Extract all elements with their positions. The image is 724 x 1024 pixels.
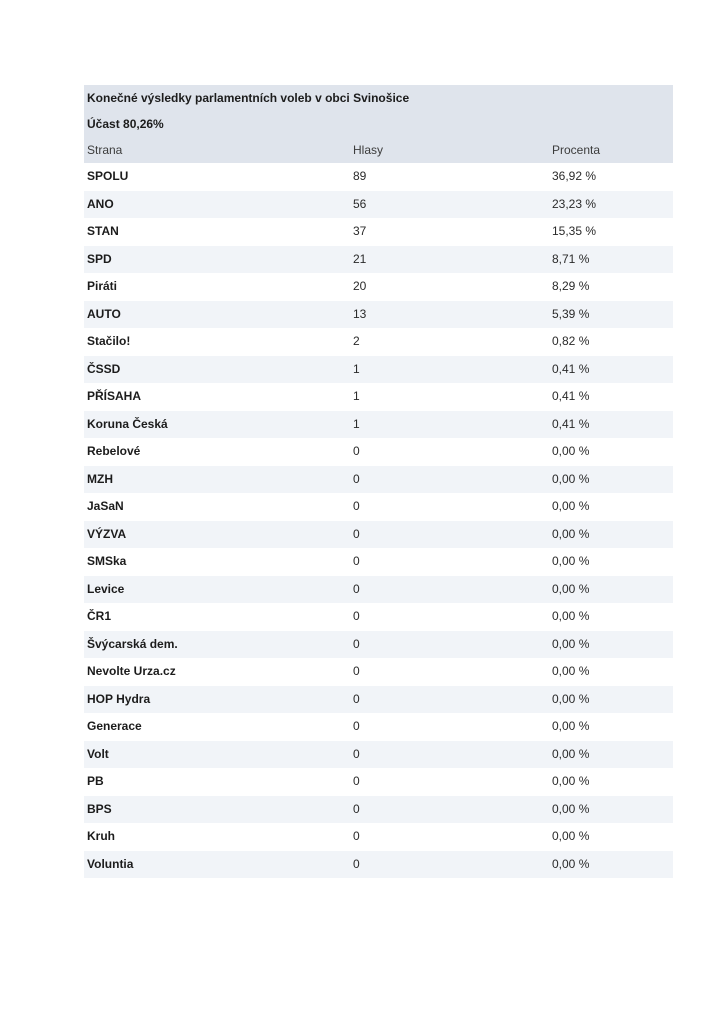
- percent-cell: 36,92 %: [552, 169, 597, 183]
- party-name-cell: ANO: [87, 196, 114, 211]
- percent-cell: 0,00 %: [552, 636, 590, 651]
- percent-cell: 0,00 %: [552, 664, 590, 678]
- table-row: [84, 493, 673, 521]
- votes-cell: 1: [353, 416, 360, 431]
- votes-cell: 0: [353, 746, 360, 761]
- votes-cell: 89: [353, 169, 367, 183]
- column-header-procenta: Procenta: [552, 143, 601, 157]
- party-name-cell: SPOLU: [87, 169, 129, 183]
- percent-cell: 0,00 %: [552, 554, 590, 568]
- party-name-cell: STAN: [87, 224, 119, 238]
- percent-cell: 0,00 %: [552, 856, 590, 871]
- column-header-hlasy: Hlasy: [353, 143, 384, 157]
- party-name-cell: BPS: [87, 801, 112, 816]
- votes-cell: 0: [353, 856, 360, 871]
- table-row: [84, 273, 673, 301]
- votes-cell: 0: [353, 774, 360, 788]
- column-headers-row: [84, 137, 673, 163]
- table-row: [84, 191, 673, 219]
- table-row: [84, 246, 673, 274]
- party-name-cell: HOP Hydra: [87, 691, 151, 706]
- party-name-cell: Voluntia: [87, 856, 134, 871]
- votes-cell: 0: [353, 526, 360, 541]
- votes-cell: 0: [353, 609, 360, 623]
- party-name-cell: Generace: [87, 719, 142, 733]
- party-name-cell: Kruh: [87, 829, 115, 843]
- percent-cell: 5,39 %: [552, 306, 590, 321]
- table-row: [84, 411, 673, 439]
- table-row: [84, 163, 673, 191]
- percent-cell: 0,00 %: [552, 829, 590, 843]
- turnout-line: Účast 80,26%: [87, 117, 164, 131]
- votes-cell: 0: [353, 664, 360, 678]
- votes-cell: 0: [353, 471, 360, 486]
- percent-cell: 0,00 %: [552, 471, 590, 486]
- table-row: [84, 713, 673, 741]
- table-row: [84, 521, 673, 549]
- table-header-block: [84, 85, 673, 163]
- votes-cell: 0: [353, 636, 360, 651]
- party-name-cell: AUTO: [87, 306, 121, 321]
- table-row: [84, 768, 673, 796]
- table-row: [84, 218, 673, 246]
- table-row: [84, 383, 673, 411]
- votes-cell: 0: [353, 691, 360, 706]
- party-name-cell: MZH: [87, 471, 113, 486]
- percent-cell: 8,29 %: [552, 279, 590, 293]
- party-name-cell: Volt: [87, 746, 109, 761]
- votes-cell: 2: [353, 334, 360, 348]
- table-row: [84, 686, 673, 714]
- party-name-cell: VÝZVA: [87, 526, 127, 541]
- table-row: [84, 328, 673, 356]
- votes-cell: 0: [353, 499, 360, 513]
- party-name-cell: Piráti: [87, 279, 118, 293]
- percent-cell: 0,00 %: [552, 719, 590, 733]
- party-name-cell: Stačilo!: [87, 334, 131, 348]
- votes-cell: 0: [353, 581, 360, 596]
- party-name-cell: ČR1: [87, 609, 112, 623]
- party-name-cell: Levice: [87, 581, 125, 596]
- table-row: [84, 796, 673, 824]
- table-row: [84, 356, 673, 384]
- percent-cell: 0,00 %: [552, 746, 590, 761]
- election-results-table: [84, 85, 673, 878]
- percent-cell: 0,00 %: [552, 609, 590, 623]
- document-title: Konečné výsledky parlamentních voleb v obci Svinošice: [87, 91, 410, 105]
- votes-cell: 0: [353, 444, 360, 458]
- percent-cell: 0,00 %: [552, 801, 590, 816]
- party-name-cell: SMSka: [87, 554, 127, 568]
- table-row: [84, 741, 673, 769]
- party-name-cell: PŘÍSAHA: [87, 389, 142, 403]
- table-row: [84, 548, 673, 576]
- percent-cell: 0,00 %: [552, 691, 590, 706]
- percent-cell: 0,41 %: [552, 389, 590, 403]
- table-row: [84, 301, 673, 329]
- party-name-cell: PB: [87, 774, 104, 788]
- votes-cell: 56: [353, 196, 367, 211]
- votes-cell: 0: [353, 829, 360, 843]
- votes-cell: 0: [353, 719, 360, 733]
- party-name-cell: ČSSD: [87, 361, 121, 376]
- votes-cell: 0: [353, 554, 360, 568]
- votes-cell: 20: [353, 279, 367, 293]
- percent-cell: 15,35 %: [552, 224, 597, 238]
- party-name-cell: Rebelové: [87, 444, 141, 458]
- votes-cell: 13: [353, 306, 367, 321]
- table-row: [84, 851, 673, 879]
- party-name-cell: SPD: [87, 251, 112, 266]
- column-header-strana: Strana: [87, 143, 123, 157]
- percent-cell: 23,23 %: [552, 196, 597, 211]
- votes-cell: 37: [353, 224, 367, 238]
- table-body: [84, 163, 673, 878]
- percent-cell: 0,00 %: [552, 499, 590, 513]
- party-name-cell: Nevolte Urza.cz: [87, 664, 176, 678]
- percent-cell: 0,41 %: [552, 361, 590, 376]
- percent-cell: 0,00 %: [552, 444, 590, 458]
- votes-cell: 0: [353, 801, 360, 816]
- percent-cell: 0,41 %: [552, 416, 590, 431]
- table-row: [84, 658, 673, 686]
- percent-cell: 0,00 %: [552, 581, 590, 596]
- votes-cell: 1: [353, 389, 360, 403]
- party-name-cell: Koruna Česká: [87, 416, 168, 431]
- percent-cell: 0,00 %: [552, 774, 590, 788]
- table-row: [84, 576, 673, 604]
- party-name-cell: JaSaN: [87, 499, 124, 513]
- table-row: [84, 823, 673, 851]
- votes-cell: 1: [353, 361, 360, 376]
- percent-cell: 0,82 %: [552, 334, 590, 348]
- table-row: [84, 631, 673, 659]
- party-name-cell: Švýcarská dem.: [87, 636, 178, 651]
- table-row: [84, 438, 673, 466]
- percent-cell: 8,71 %: [552, 251, 590, 266]
- percent-cell: 0,00 %: [552, 526, 590, 541]
- table-row: [84, 466, 673, 494]
- table-row: [84, 603, 673, 631]
- votes-cell: 21: [353, 251, 367, 266]
